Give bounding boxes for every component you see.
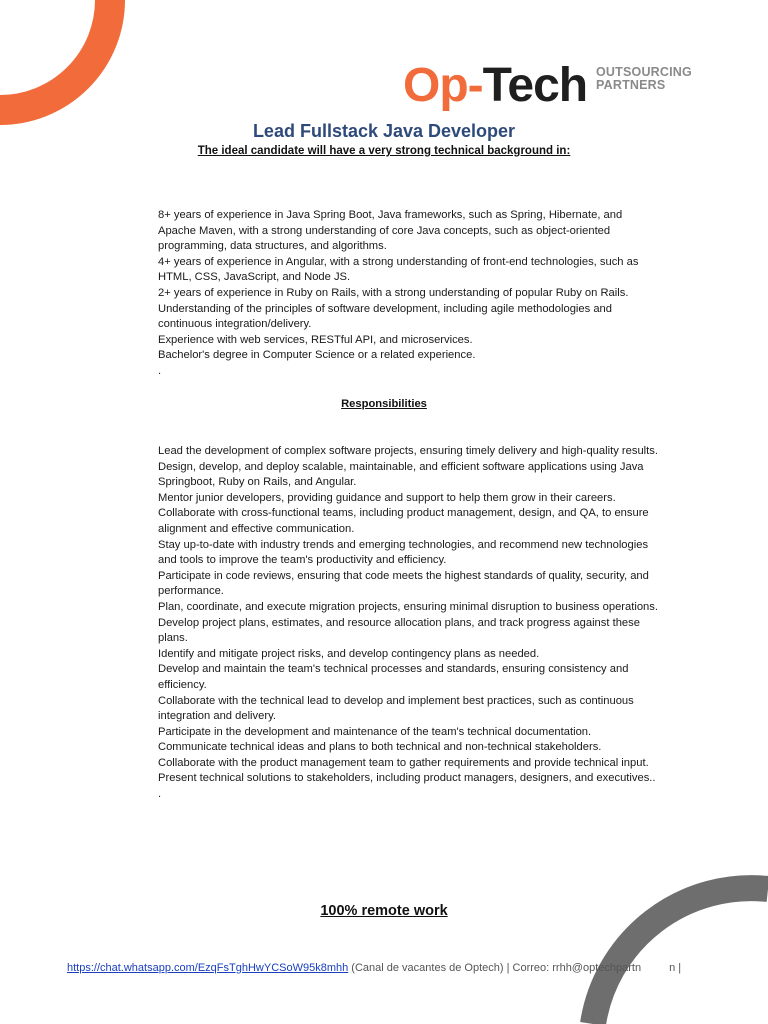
responsibility-item: Collaborate with cross-functional teams, including product management, design, and QA, to ensure alignment and effective communication. <box>158 507 649 535</box>
responsibility-item: Plan, coordinate, and execute migration projects, ensuring minimal disruption to business operations. <box>158 600 658 613</box>
responsibility-item: . <box>158 788 162 801</box>
requirement-item: Experience with web services, RESTful API, and microservices. <box>158 333 473 346</box>
logo-op-text: Op- <box>403 59 483 112</box>
responsibility-item: Identify and mitigate project risks, and develop contingency plans as needed. <box>158 647 540 660</box>
logo-wordmark <box>403 58 587 114</box>
requirement-item: 2+ years of experience in Ruby on Rails, with a strong understanding of popular Ruby on Rails. <box>158 286 629 299</box>
responsibility-item: Design, develop, and deploy scalable, maintainable, and efficient software applications using Java Springboot, Ruby on Rails, and Angular. <box>158 460 644 489</box>
responsibilities-heading: Responsibilities <box>341 398 427 410</box>
footer-contact-tail: n | <box>669 962 682 974</box>
requirement-item: Understanding of the principles of software development, including agile methodologies and continuous integration/delivery. <box>158 302 613 331</box>
responsibility-item: Mentor junior developers, providing guidance and support to help them grow in their careers. <box>158 491 616 504</box>
logo-tagline-line1: OUTSOURCING <box>596 65 692 79</box>
footer-contact <box>67 962 682 974</box>
responsibility-item: Develop project plans, estimates, and resource allocation plans, and track progress against these plans. <box>158 616 640 645</box>
whatsapp-channel-link[interactable]: https://chat.whatsapp.com/EzqFsTghHwYCSoW95k8mhh <box>67 962 349 974</box>
responsibility-item: Participate in the development and maintenance of the team's technical documentation. <box>158 725 592 738</box>
requirement-item: 4+ years of experience in Angular, with a strong understanding of front-end technologies, such as HTML, CSS, JavaScript, and Node JS. <box>158 255 639 284</box>
responsibility-item: Stay up-to-date with industry trends and emerging technologies, and recommend new technologies and tools to improve the team's productivity and efficiency. <box>158 538 649 567</box>
logo-tagline-line2: PARTNERS <box>596 78 666 92</box>
responsibility-item: Collaborate with the technical lead to develop and implement best practices, such as continuous integration and delivery. <box>158 694 634 723</box>
job-title: Lead Fullstack Java Developer <box>252 121 516 141</box>
decorative-orange-arc <box>0 0 140 140</box>
responsibility-item: Collaborate with the product management team to gather requirements and provide technical input. <box>158 756 649 769</box>
requirement-item: 8+ years of experience in Java Spring Boot, Java frameworks, such as Spring, Hibernate, and Apache Maven, with a strong understanding of core Java concepts, such as object-oriented programming, data structures, and algorithms. <box>158 209 623 253</box>
footer-contact-text: (Canal de vacantes de Optech) | Correo: rrhh@optechpartn <box>348 962 642 974</box>
decorative-gray-arc <box>578 874 768 1024</box>
requirements-list <box>158 208 658 380</box>
logo-tech-text: Tech <box>482 59 588 112</box>
responsibility-item: Lead the development of complex software projects, ensuring timely delivery and high-quality results. <box>158 445 658 457</box>
remote-work-note: 100% remote work <box>320 903 448 919</box>
requirement-item: . <box>158 364 162 377</box>
responsibility-item: Develop and maintain the team's technical processes and standards, ensuring consistency and efficiency. <box>158 663 629 691</box>
logo-tagline <box>596 66 692 92</box>
responsibility-item: Communicate technical ideas and plans to both technical and non-technical stakeholders. <box>158 741 602 754</box>
responsibility-item: Present technical solutions to stakeholders, including product managers, designers, and executives.. <box>158 772 656 785</box>
responsibility-item: Participate in code reviews, ensuring that code meets the highest standards of quality, security, and performance. <box>158 569 649 598</box>
requirements-intro: The ideal candidate will have a very strong technical background in: <box>197 145 571 157</box>
responsibilities-list <box>158 444 658 803</box>
requirement-item: Bachelor's degree in Computer Science or a related experience. <box>158 349 476 362</box>
